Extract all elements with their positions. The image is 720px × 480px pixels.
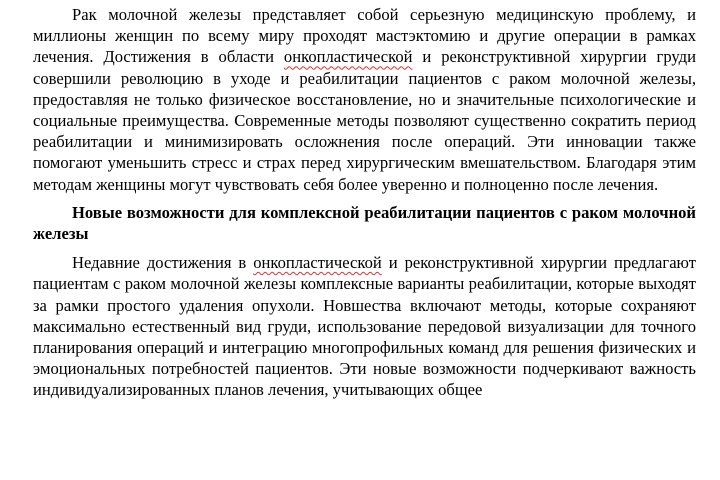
paragraph-section: [33, 252, 696, 400]
section-heading: Новые возможности для комплексной реабилитации пациентов с раком молочной железы: [33, 202, 696, 244]
paragraph-intro: [33, 4, 696, 195]
paragraph-intro-text-b: и реконструктивной хирургии груди совершили революцию в уходе и реабилитации пациентов с раком молочной железы, предоставляя не только физическое восстановление, но и значительные психологические и социальные преимущества. Современные методы позволяют существенно сократить период реабилитации и минимизировать осложнения после операций. Эти инновации также помогают уменьшить стресс и страх перед хирургическим вмешательством. Благодаря этим методам женщины могут чувствовать себя более уверенно и полноценно после лечения.: [33, 47, 696, 194]
misspelled-word[interactable]: онкопластической: [253, 253, 382, 273]
misspelled-word[interactable]: онкопластической: [283, 47, 413, 67]
paragraph-section-text-b: и реконструктивной хирургии предлагают пациентам с раком молочной железы комплексные варианты реабилитации, которые выходят за рамки простого удаления опухоли. Новшества включают методы, которые сохраняют максимально естественный вид груди, использование передовой визуализации для точного планирования операций и интеграцию многопрофильных команд для решения физических и эмоциональных потребностей пациентов. Эти новые возможности подчеркивают важность индивидуализированных планов лечения, учитывающих общее: [33, 253, 696, 400]
paragraph-intro-text-a: Рак молочной железы представляет собой серьезную медицинскую проблему, и миллионы женщин по всему миру проходят мастэктомию и другие операции в рамках лечения. Достижения в области: [33, 5, 696, 67]
paragraph-section-text-a: Недавние достижения в: [72, 253, 254, 273]
